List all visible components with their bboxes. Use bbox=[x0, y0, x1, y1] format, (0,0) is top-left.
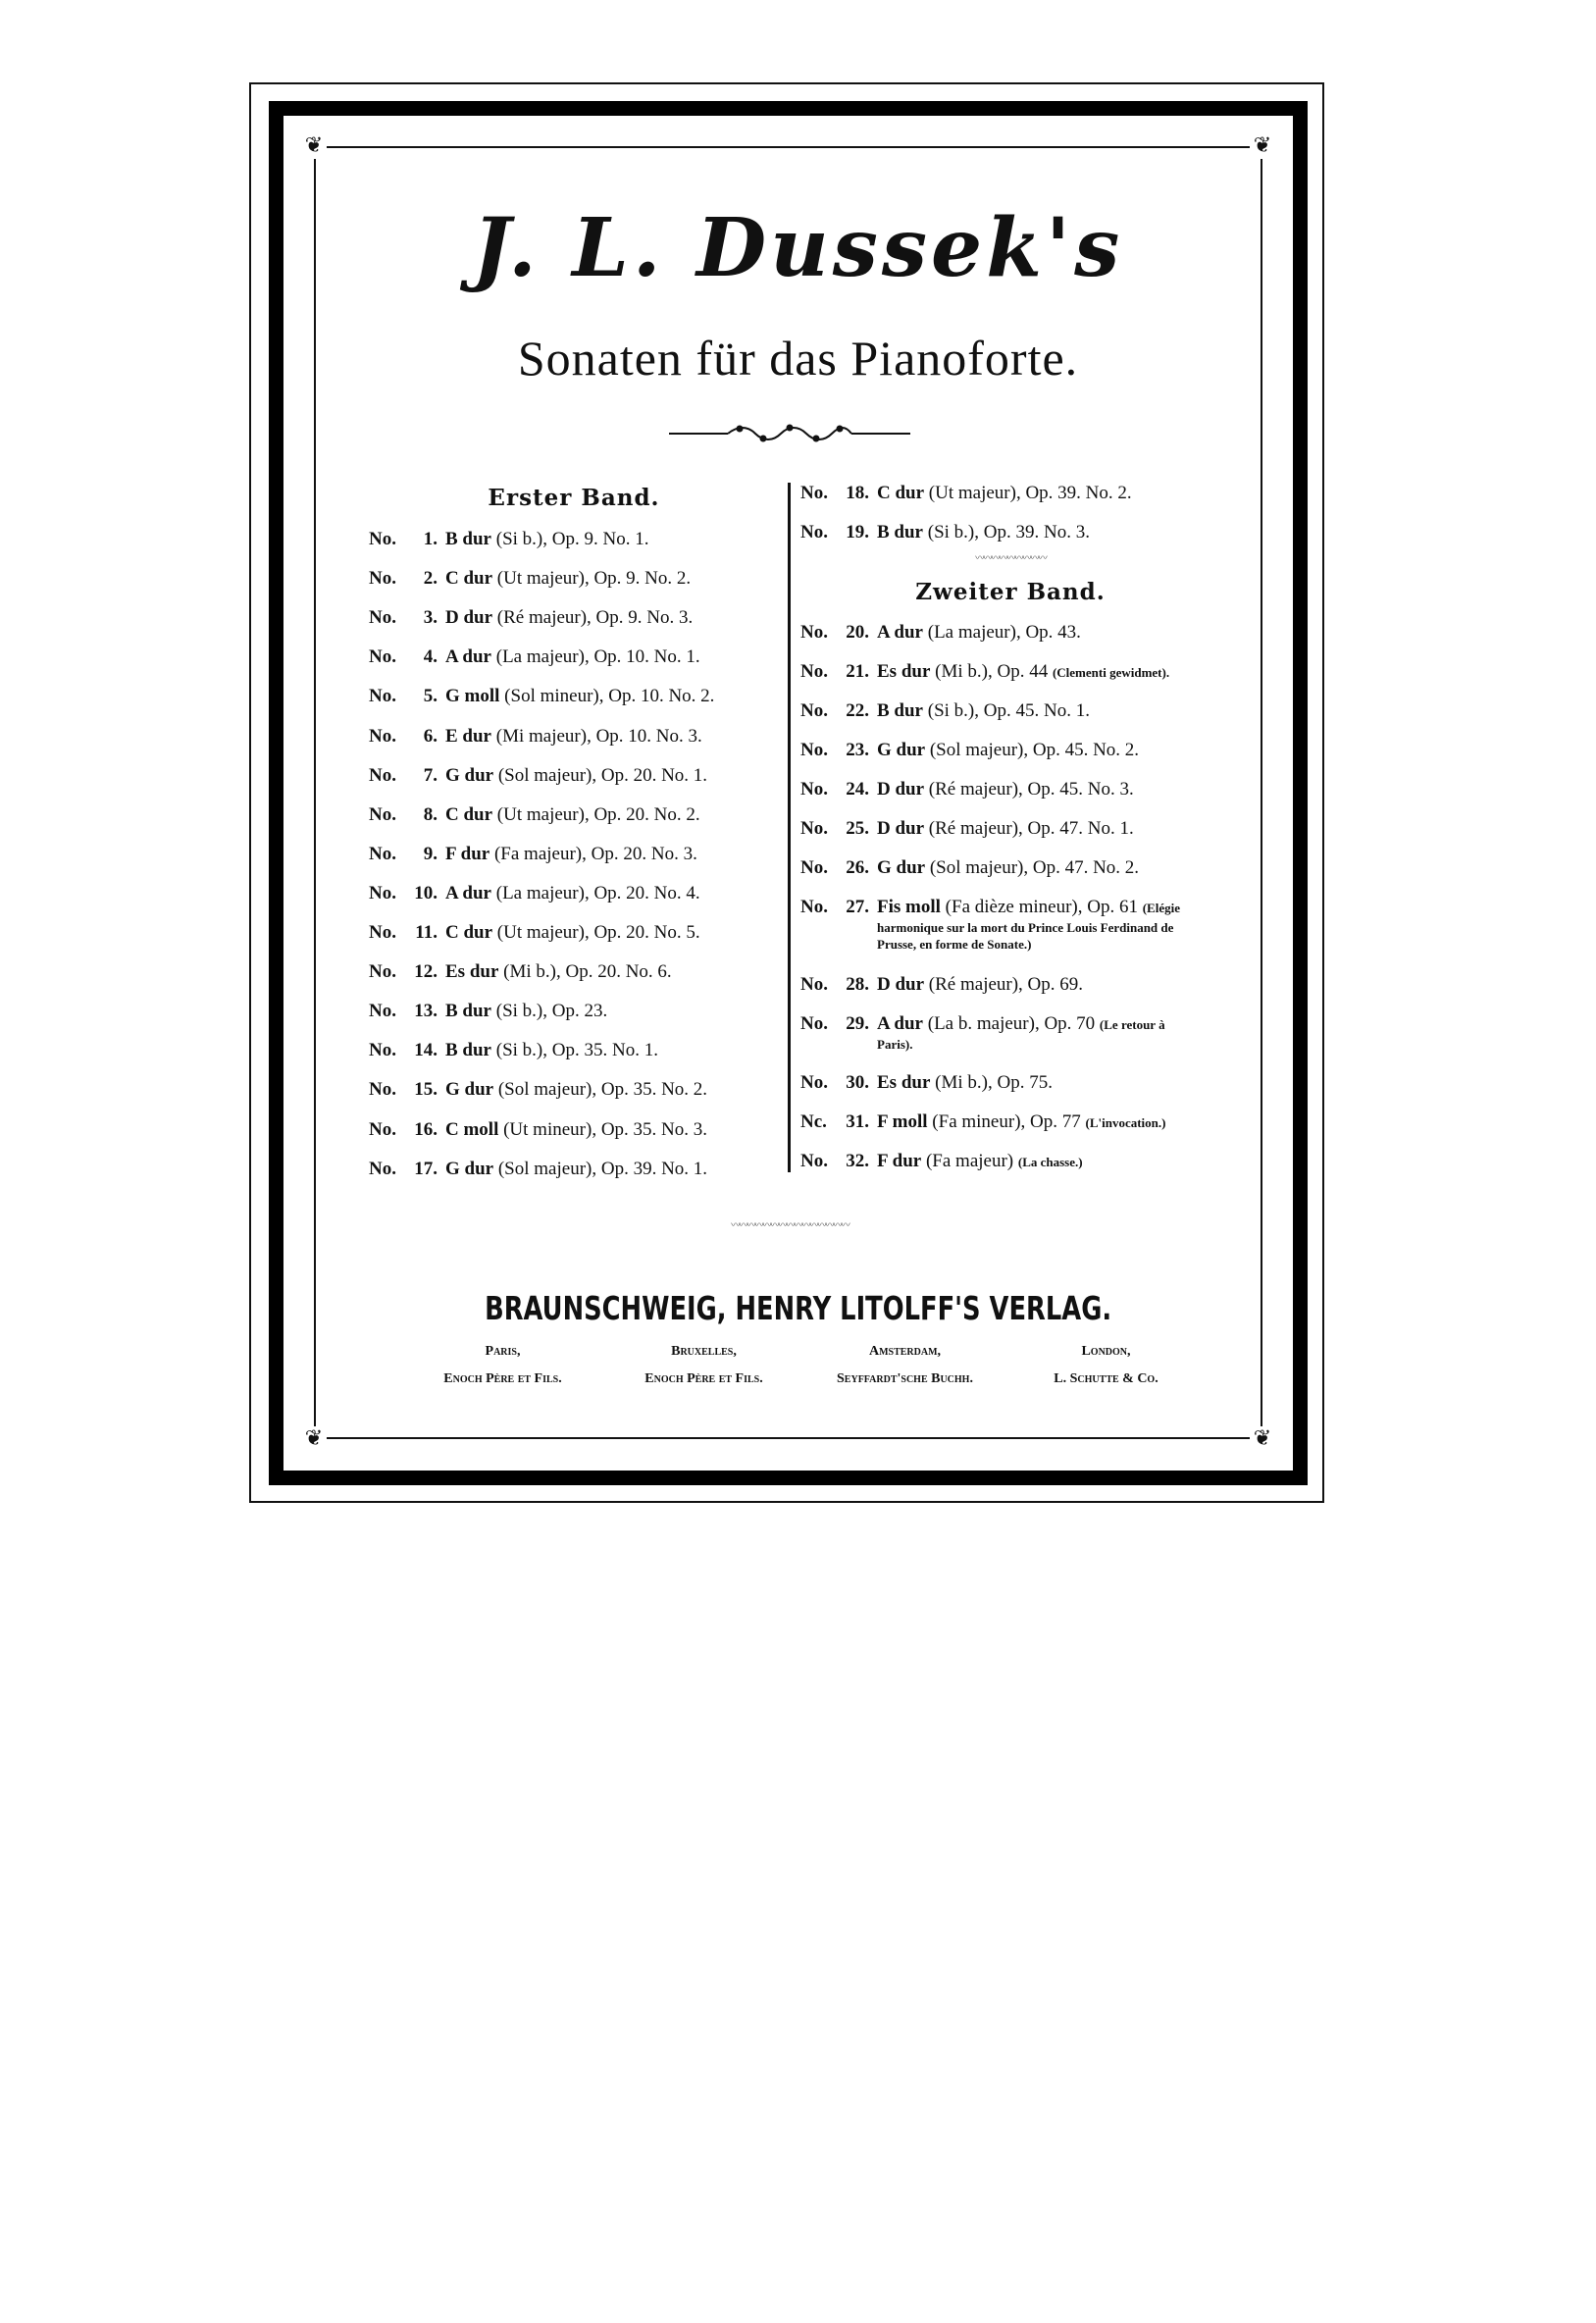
item-no-label: No. bbox=[369, 1001, 396, 1022]
item-details: (Ut majeur), Op. 9. No. 2. bbox=[496, 568, 692, 590]
item-key: Es dur bbox=[445, 961, 499, 983]
item-number: 20. bbox=[846, 622, 869, 643]
item-key: F dur bbox=[445, 843, 490, 864]
item-number: 14. bbox=[414, 1040, 438, 1061]
item-number: 16. bbox=[414, 1118, 438, 1140]
agent-firm: L. Schutte & Co. bbox=[1054, 1371, 1158, 1386]
item-key: G dur bbox=[445, 1158, 494, 1179]
page-title: J. L. Dussek's bbox=[472, 201, 1124, 295]
item-details: (Fa majeur) bbox=[925, 1151, 1014, 1171]
item-details: (Sol majeur), Op. 45. No. 2. bbox=[929, 740, 1140, 760]
agent-city: London, bbox=[1081, 1344, 1131, 1359]
item-details: (La majeur), Op. 10. No. 1. bbox=[495, 646, 700, 668]
item-key: D dur bbox=[877, 974, 925, 995]
sonata-list-item bbox=[800, 1013, 1201, 1053]
corner-ornament-icon: ❦ bbox=[301, 1426, 327, 1452]
item-key: G dur bbox=[877, 740, 926, 760]
item-no-label: No. bbox=[369, 725, 396, 747]
item-key: B dur bbox=[445, 1040, 491, 1061]
item-number: 31. bbox=[846, 1111, 869, 1132]
item-number: 26. bbox=[846, 857, 869, 878]
item-no-label: No. bbox=[800, 857, 828, 878]
item-details: (La majeur), Op. 43. bbox=[927, 622, 1081, 643]
agent-paris bbox=[402, 1344, 603, 1387]
item-no-label: No. bbox=[369, 843, 396, 864]
item-details: (Fa dièze mineur), Op. 61 bbox=[945, 897, 1138, 917]
item-details: (Si b.), Op. 35. No. 1. bbox=[495, 1040, 658, 1061]
item-note: (Clementi gewidmet). bbox=[1052, 665, 1170, 680]
item-details: (Mi b.), Op. 75. bbox=[935, 1072, 1053, 1093]
item-no-label: No. bbox=[369, 529, 396, 549]
item-no-label: No. bbox=[369, 922, 396, 943]
item-number: 15. bbox=[414, 1079, 438, 1101]
item-no-label: No. bbox=[800, 1151, 828, 1171]
item-number: 8. bbox=[423, 803, 438, 825]
sonata-list-item bbox=[369, 686, 714, 707]
sonata-list-item bbox=[369, 804, 700, 826]
item-key: G dur bbox=[877, 857, 926, 878]
item-no-label: No. bbox=[369, 1040, 396, 1061]
item-no-label: No. bbox=[800, 1072, 828, 1093]
item-key: A dur bbox=[877, 622, 923, 643]
item-no-label: No. bbox=[369, 1158, 396, 1179]
agent-london bbox=[1005, 1344, 1207, 1387]
agent-firm: Seyffardt'sche Buchh. bbox=[837, 1371, 973, 1386]
sonata-list-item bbox=[369, 607, 693, 629]
sonata-list-item bbox=[369, 726, 702, 748]
item-details: (Sol mineur), Op. 10. No. 2. bbox=[504, 686, 715, 707]
item-no-label: No. bbox=[369, 646, 396, 668]
item-number: 10. bbox=[414, 882, 438, 903]
sonata-list-item bbox=[800, 818, 1134, 840]
item-key: A dur bbox=[877, 1013, 923, 1034]
item-no-label: No. bbox=[369, 882, 396, 903]
item-number: 22. bbox=[846, 700, 869, 721]
sonata-list-item bbox=[369, 1119, 707, 1141]
sonata-list-item bbox=[369, 1040, 658, 1061]
item-no-label: No. bbox=[800, 897, 828, 917]
item-key: C moll bbox=[445, 1118, 499, 1140]
item-number: 4. bbox=[423, 646, 438, 668]
item-number: 19. bbox=[846, 522, 869, 542]
item-key: A dur bbox=[445, 882, 491, 903]
item-key: F dur bbox=[877, 1151, 922, 1171]
item-key: C dur bbox=[445, 803, 493, 825]
sonata-list-item bbox=[800, 661, 1169, 684]
item-no-label: No. bbox=[800, 483, 828, 503]
item-key: B dur bbox=[877, 522, 923, 542]
sonata-list-item bbox=[800, 779, 1134, 800]
item-number: 30. bbox=[846, 1072, 869, 1093]
sonata-list-item bbox=[800, 700, 1090, 722]
sonata-list-item bbox=[800, 974, 1083, 996]
item-key: C dur bbox=[445, 568, 493, 590]
item-details: (Si b.), Op. 23. bbox=[495, 1001, 608, 1022]
item-details: (Sol majeur), Op. 39. No. 1. bbox=[497, 1158, 708, 1179]
item-number: 21. bbox=[846, 661, 869, 682]
item-number: 25. bbox=[846, 818, 869, 839]
item-details: (Ré majeur), Op. 69. bbox=[928, 974, 1084, 995]
item-key: D dur bbox=[877, 779, 925, 800]
sonata-list-item bbox=[369, 1001, 607, 1022]
page-subtitle: Sonaten für das Pianoforte. bbox=[517, 331, 1079, 386]
sonata-list-item bbox=[369, 844, 697, 865]
sonata-list-item bbox=[369, 1079, 707, 1101]
item-note: (L'invocation.) bbox=[1085, 1115, 1166, 1130]
scroll-flourish-icon bbox=[669, 422, 910, 445]
item-details: (Ut majeur), Op. 39. No. 2. bbox=[928, 483, 1132, 503]
item-details: (Fa majeur), Op. 20. No. 3. bbox=[493, 843, 697, 864]
item-details: (Ré majeur), Op. 9. No. 3. bbox=[496, 607, 694, 629]
item-details: (Ut majeur), Op. 20. No. 5. bbox=[496, 922, 700, 943]
agents-list bbox=[402, 1344, 1207, 1387]
item-details: (Si b.), Op. 45. No. 1. bbox=[927, 700, 1090, 721]
item-no-label: No. bbox=[369, 686, 396, 707]
item-no-label: No. bbox=[800, 622, 828, 643]
agent-firm: Enoch Père et Fils. bbox=[443, 1371, 562, 1386]
item-no-label: Nc. bbox=[800, 1111, 827, 1132]
item-number: 6. bbox=[423, 725, 438, 747]
item-no-label: No. bbox=[800, 661, 828, 682]
item-key: G dur bbox=[445, 764, 494, 786]
item-key: D dur bbox=[445, 607, 493, 629]
item-details: (La b. majeur), Op. 70 bbox=[927, 1013, 1096, 1034]
item-key: Es dur bbox=[877, 661, 931, 682]
item-details: (Sol majeur), Op. 20. No. 1. bbox=[497, 764, 708, 786]
item-number: 1. bbox=[423, 529, 438, 549]
sonata-list-item bbox=[369, 765, 707, 787]
sonata-list-item bbox=[800, 1151, 1083, 1173]
item-key: C dur bbox=[445, 922, 493, 943]
item-details: (Mi majeur), Op. 10. No. 3. bbox=[495, 725, 702, 747]
item-key: G dur bbox=[445, 1079, 494, 1101]
item-no-label: No. bbox=[800, 974, 828, 995]
item-key: E dur bbox=[445, 725, 491, 747]
item-number: 27. bbox=[846, 897, 869, 917]
item-number: 24. bbox=[846, 779, 869, 800]
item-number: 3. bbox=[423, 607, 438, 629]
item-details: (Ut majeur), Op. 20. No. 2. bbox=[496, 803, 700, 825]
item-number: 18. bbox=[846, 483, 869, 503]
sonata-list-item bbox=[369, 568, 691, 590]
corner-ornament-icon: ❦ bbox=[1250, 1426, 1275, 1452]
sonata-list-item bbox=[800, 622, 1081, 644]
item-note: (La chasse.) bbox=[1017, 1155, 1083, 1169]
sonata-list-item bbox=[800, 483, 1132, 504]
item-details: (Ré majeur), Op. 45. No. 3. bbox=[928, 779, 1134, 800]
sonata-list-item bbox=[369, 883, 700, 904]
item-note-continued: Paris). bbox=[877, 1037, 913, 1052]
item-no-label: No. bbox=[800, 740, 828, 760]
item-number: 7. bbox=[423, 764, 438, 786]
item-no-label: No. bbox=[800, 1013, 828, 1034]
item-no-label: No. bbox=[800, 522, 828, 542]
item-key: Fis moll bbox=[877, 897, 941, 917]
item-no-label: No. bbox=[800, 779, 828, 800]
sonata-list-item bbox=[369, 922, 700, 944]
item-number: 2. bbox=[423, 568, 438, 590]
item-details: (Fa mineur), Op. 77 bbox=[932, 1111, 1081, 1132]
agent-city: Paris, bbox=[485, 1344, 521, 1359]
item-no-label: No. bbox=[369, 961, 396, 983]
item-details: (Sol majeur), Op. 35. No. 2. bbox=[497, 1079, 708, 1101]
item-number: 32. bbox=[846, 1151, 869, 1171]
agent-city: Bruxelles, bbox=[671, 1344, 737, 1359]
item-no-label: No. bbox=[369, 1079, 396, 1101]
volume-1-heading: Erster Band. bbox=[488, 485, 660, 511]
item-number: 29. bbox=[846, 1013, 869, 1034]
wavy-rule: 〰〰〰〰〰〰〰〰〰 bbox=[975, 553, 1046, 564]
item-key: D dur bbox=[877, 818, 925, 839]
sonata-list-item bbox=[800, 897, 1201, 953]
item-no-label: No. bbox=[800, 700, 828, 721]
item-no-label: No. bbox=[369, 803, 396, 825]
corner-ornament-icon: ❦ bbox=[301, 133, 327, 159]
item-number: 17. bbox=[414, 1158, 438, 1179]
item-no-label: No. bbox=[369, 568, 396, 590]
sonata-list-item bbox=[800, 522, 1090, 543]
item-details: (La majeur), Op. 20. No. 4. bbox=[495, 882, 700, 903]
item-number: 12. bbox=[414, 961, 438, 983]
sonata-list-item bbox=[800, 1111, 1165, 1134]
wavy-rule-bottom: 〰〰〰〰〰〰〰〰〰〰〰〰〰〰〰 bbox=[731, 1220, 849, 1231]
item-key: B dur bbox=[445, 1001, 491, 1022]
sonata-list-item bbox=[800, 857, 1139, 879]
item-number: 5. bbox=[423, 686, 438, 707]
item-no-label: No. bbox=[369, 607, 396, 629]
item-note: (Elégie bbox=[1142, 901, 1180, 915]
volume-2-heading: Zweiter Band. bbox=[915, 579, 1106, 605]
item-note: (Le retour à bbox=[1099, 1017, 1165, 1032]
column-divider bbox=[788, 483, 791, 1172]
item-key: B dur bbox=[877, 700, 923, 721]
item-key: F moll bbox=[877, 1111, 928, 1132]
agent-city: Amsterdam, bbox=[868, 1344, 942, 1359]
item-key: Es dur bbox=[877, 1072, 931, 1093]
item-no-label: No. bbox=[369, 764, 396, 786]
item-details: (Ré majeur), Op. 47. No. 1. bbox=[928, 818, 1134, 839]
item-key: B dur bbox=[445, 529, 491, 549]
agent-amsterdam bbox=[804, 1344, 1005, 1387]
item-note-continued: harmonique sur la mort du Prince Louis Ferdinand de Prusse, en forme de Sonate.) bbox=[877, 920, 1174, 952]
item-key: G moll bbox=[445, 686, 500, 707]
item-no-label: No. bbox=[369, 1118, 396, 1140]
item-details: (Mi b.), Op. 44 bbox=[935, 661, 1049, 682]
item-details: (Si b.), Op. 39. No. 3. bbox=[927, 522, 1090, 542]
item-number: 28. bbox=[846, 974, 869, 995]
item-details: (Sol majeur), Op. 47. No. 2. bbox=[929, 857, 1140, 878]
agent-bruxelles bbox=[603, 1344, 804, 1387]
item-number: 23. bbox=[846, 740, 869, 760]
item-no-label: No. bbox=[800, 818, 828, 839]
item-number: 13. bbox=[414, 1001, 438, 1022]
item-key: A dur bbox=[445, 646, 491, 668]
sonata-list-item bbox=[369, 1159, 707, 1180]
item-details: (Ut mineur), Op. 35. No. 3. bbox=[503, 1118, 708, 1140]
sonata-list-item bbox=[369, 961, 672, 983]
item-number: 9. bbox=[423, 843, 438, 864]
item-details: (Si b.), Op. 9. No. 1. bbox=[495, 529, 649, 549]
sonata-list-item bbox=[369, 529, 648, 550]
item-number: 11. bbox=[415, 922, 438, 943]
sonata-list-item bbox=[800, 740, 1139, 761]
sonata-list-item bbox=[800, 1072, 1053, 1094]
publisher-imprint: BRAUNSCHWEIG, HENRY LITOLFF'S VERLAG. bbox=[485, 1289, 1112, 1327]
corner-ornament-icon: ❦ bbox=[1250, 133, 1275, 159]
item-details: (Mi b.), Op. 20. No. 6. bbox=[503, 961, 672, 983]
sonata-list-item bbox=[369, 646, 700, 668]
item-key: C dur bbox=[877, 483, 925, 503]
agent-firm: Enoch Père et Fils. bbox=[644, 1371, 763, 1386]
